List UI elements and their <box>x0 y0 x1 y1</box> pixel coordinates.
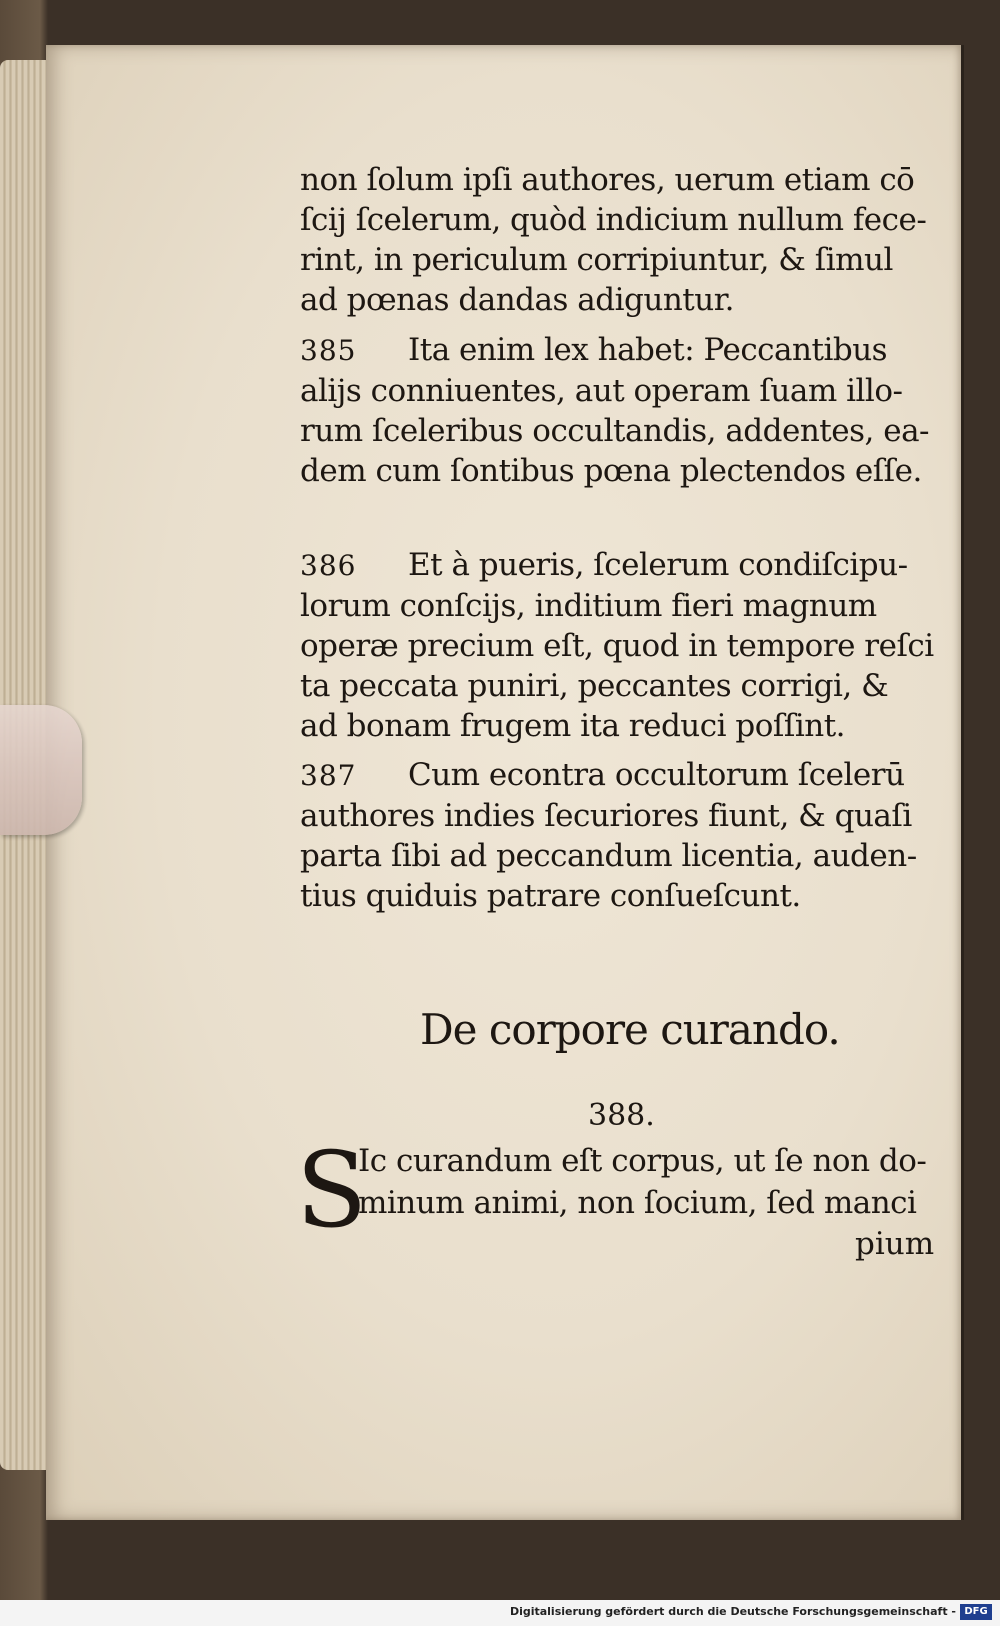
paragraph-387 <box>300 755 940 916</box>
text-line: lorum conſcijs, inditium fieri magnum <box>300 588 877 624</box>
text-line: ad bonam frugem ita reduci poſſint. <box>300 708 846 744</box>
text-line: ſcij ſcelerum, quòd indicium nullum fece- <box>300 202 927 238</box>
paragraph-number: 385 <box>300 334 357 367</box>
text-line: Ic curandum eſt corpus, ut ſe non do- <box>358 1143 927 1179</box>
text-line: rint, in periculum corripiuntur, & ſimul <box>300 242 893 278</box>
paragraph-386 <box>300 545 940 746</box>
text-line: tius quiduis patrare conſueſcunt. <box>300 878 801 914</box>
bookmark-tab <box>0 705 82 835</box>
section-heading: De corpore curando. <box>420 1005 840 1054</box>
paragraph-388 <box>358 1140 938 1224</box>
text-line: parta ſibi ad peccandum licentia, auden- <box>300 838 917 874</box>
funding-credit: Digitalisierung gefördert durch die Deutsche Forschungsgemeinschaft - <box>509 1605 956 1618</box>
footer-bar <box>0 1600 1000 1626</box>
text-line: alijs conniuentes, aut operam ſuam illo- <box>300 373 903 409</box>
paragraph-number: 386 <box>300 549 357 582</box>
text-line: minum animi, non ſocium, ſed manci <box>358 1185 917 1221</box>
text-line: dem cum ſontibus pœna plectendos eſſe. <box>300 453 922 489</box>
text-line: Cum econtra occultorum ſcelerū <box>408 757 905 793</box>
dfg-logo-icon: DFG <box>960 1604 992 1620</box>
text-line: operæ precium eſt, quod in tempore reſci <box>300 628 934 664</box>
paragraph-385 <box>300 330 940 491</box>
text-line: Et à pueris, ſcelerum condiſcipu- <box>408 547 908 583</box>
drop-cap: S <box>296 1129 368 1251</box>
paragraph-top <box>300 160 940 320</box>
catchword: pium <box>855 1226 935 1262</box>
text-line: rum ſceleribus occultandis, addentes, ea- <box>300 413 930 449</box>
text-line: ta peccata puniri, peccantes corrigi, & <box>300 668 889 704</box>
text-line: non ſolum ipſi authores, uerum etiam cō <box>300 162 915 198</box>
text-line: authores indies ſecuriores fiunt, & quaſi <box>300 798 912 834</box>
text-line: ad pœnas dandas adiguntur. <box>300 282 734 318</box>
paragraph-number: 387 <box>300 759 357 792</box>
text-line: Ita enim lex habet: Peccantibus <box>408 332 888 368</box>
paragraph-number: 388. <box>588 1098 655 1133</box>
